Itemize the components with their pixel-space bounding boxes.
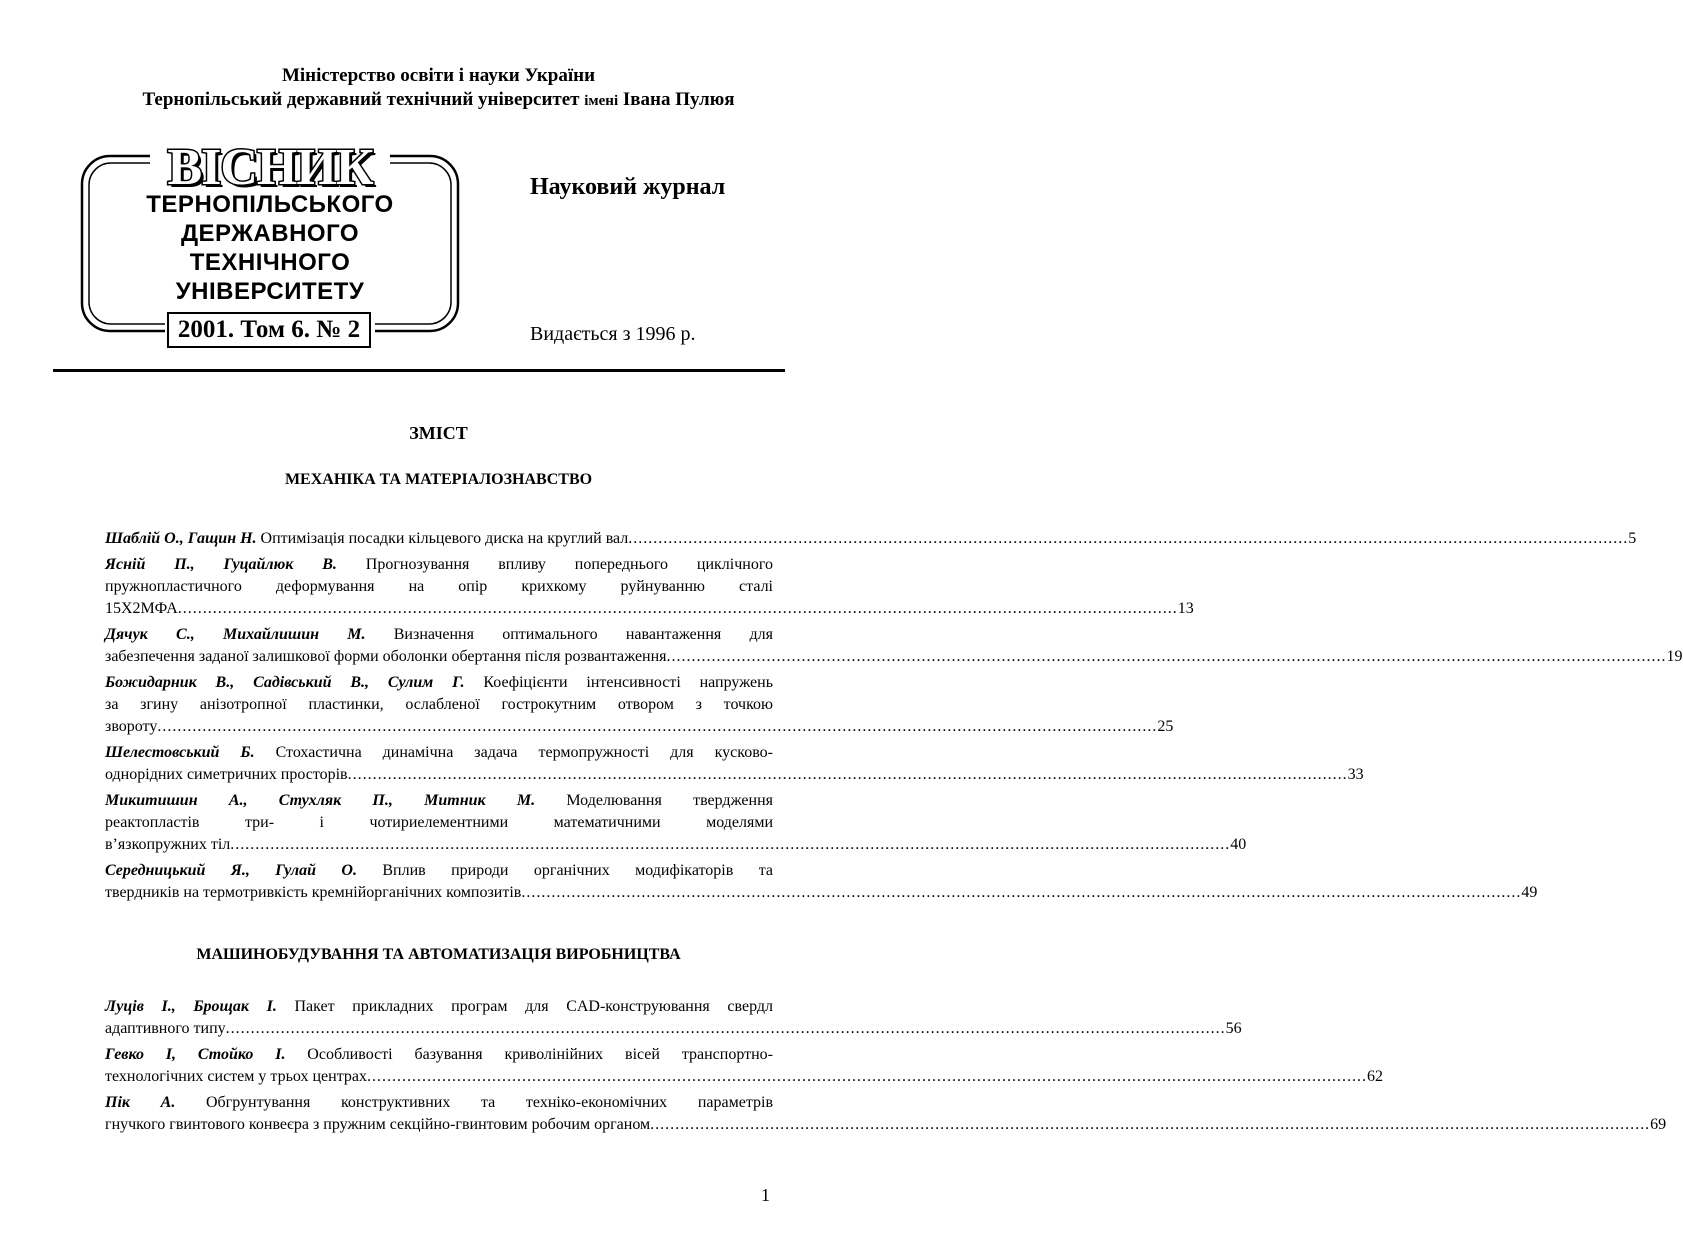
page-number: 1 bbox=[761, 1185, 770, 1205]
toc-entry-last-line bbox=[105, 716, 1174, 738]
toc-entry-title-part: Стохастична динамічна задача термопружності для кусково- bbox=[254, 744, 773, 761]
toc-entry-leader: ........................................................................................................................................................................................................ bbox=[230, 836, 1231, 853]
toc-entry-title-end: 15Х2МФА bbox=[105, 600, 178, 617]
toc-entry-title-part: Визначення оптимального навантаження для bbox=[365, 626, 774, 643]
toc-entry-last-line bbox=[105, 1066, 1383, 1088]
toc-entry-authors: Божидарник В., Садівський В., Сулим Г. bbox=[105, 674, 465, 691]
toc-entry-authors: Ясній П., Гуцайлюк В. bbox=[105, 556, 337, 573]
toc-entry-title-end bbox=[105, 528, 628, 550]
section-heading-engineering: МАШИНОБУДУВАННЯ ТА АВТОМАТИЗАЦІЯ ВИРОБНИЦТВА bbox=[196, 946, 681, 963]
toc-entry-line bbox=[105, 860, 773, 882]
toc-entry-title-end: технологічних систем у трьох центрах bbox=[105, 1068, 367, 1085]
contents-heading: ЗМІСТ bbox=[409, 423, 468, 443]
toc-entry-line bbox=[105, 672, 773, 694]
toc-entry-leader: ........................................................................................................................................................................................................ bbox=[177, 600, 1178, 617]
toc-entry-line bbox=[105, 790, 773, 812]
toc-entry-last-line bbox=[105, 528, 1637, 550]
toc-entry-authors: Дячук С., Михайлишин М. bbox=[105, 626, 366, 643]
toc-entry-authors: Луців І., Брощак І. bbox=[105, 998, 277, 1015]
toc-entry-leader: ........................................................................................................................................................................................................ bbox=[521, 884, 1522, 901]
toc-entry-title-part: Прогнозування впливу попереднього циклічного bbox=[336, 556, 773, 573]
toc-entry-page: 13 bbox=[1177, 600, 1194, 617]
toc-entry-title-part: за згину анізотропної пластинки, ослабленої гострокутним отвором з точкою bbox=[105, 696, 773, 713]
header bbox=[0, 64, 877, 113]
toc-entry-title-part: Обгрунтування конструктивних та техніко-економічних параметрів bbox=[175, 1094, 773, 1111]
toc-entry-authors: Шелестовський Б. bbox=[105, 744, 255, 761]
logo-title: ВІСНИК bbox=[167, 139, 373, 196]
toc-entry-authors: Микитишин А., Стухляк П., Митник М. bbox=[105, 792, 536, 809]
toc-entry-title-part: пружнопластичного деформування на опір крихкому руйнуванню сталі bbox=[105, 578, 773, 595]
toc-entry-authors: Середницький Я., Гулай О. bbox=[105, 862, 357, 879]
toc-entry-line bbox=[105, 694, 773, 716]
university-name-end: Івана Пулюя bbox=[618, 89, 735, 110]
toc-entry bbox=[105, 624, 1683, 668]
toc-entry-page: 33 bbox=[1347, 766, 1364, 783]
university-name bbox=[0, 88, 877, 113]
toc-entry-line bbox=[105, 742, 773, 764]
toc-entry bbox=[105, 1044, 1383, 1088]
logo-line-1: ТЕРНОПІЛЬСЬКОГО bbox=[146, 191, 394, 218]
toc-entry-page: 49 bbox=[1521, 884, 1538, 901]
toc-entry-line bbox=[105, 996, 773, 1018]
toc-entry-authors: Шаблій О., Гащин Н. bbox=[105, 530, 257, 547]
toc-entry-line bbox=[105, 554, 773, 576]
toc-entry-title-end: гнучкого гвинтового конвеєра з пружним секційно-гвинтовим робочим органом bbox=[105, 1116, 651, 1133]
toc-entry bbox=[105, 996, 1242, 1040]
toc-entry-page: 69 bbox=[1650, 1116, 1667, 1133]
toc-entry bbox=[105, 742, 1364, 786]
toc-entry bbox=[105, 528, 1637, 550]
toc-entry-leader: ........................................................................................................................................................................................................ bbox=[225, 1020, 1226, 1037]
toc-entry-leader: ........................................................................................................................................................................................................ bbox=[666, 648, 1667, 665]
issue-label: 2001. Том 6. № 2 bbox=[167, 312, 371, 348]
header-divider bbox=[53, 369, 785, 372]
toc-entry-page: 40 bbox=[1230, 836, 1247, 853]
toc-entry-line bbox=[105, 576, 773, 598]
toc-entry-leader: ........................................................................................................................................................................................................ bbox=[366, 1068, 1367, 1085]
toc-entry-leader: ........................................................................................................................................................................................................ bbox=[650, 1116, 1651, 1133]
section-heading-mechanics: МЕХАНІКА ТА МАТЕРІАЛОЗНАВСТВО bbox=[284, 471, 593, 488]
toc-entry-last-line bbox=[105, 646, 1683, 668]
toc-entry-last-line bbox=[105, 1018, 1242, 1040]
toc-entry-line bbox=[105, 624, 773, 646]
toc-entry-page: 25 bbox=[1157, 718, 1174, 735]
toc-entry-page: 56 bbox=[1225, 1020, 1242, 1037]
toc-section-engineering bbox=[105, 996, 1667, 1136]
toc-entry-title-end: твердників на термотривкість кремнійорганічних композитів bbox=[105, 884, 522, 901]
toc-entry-title: Оптимізація посадки кільцевого диска на круглий вал bbox=[256, 530, 629, 547]
university-name-small: імені bbox=[584, 93, 619, 109]
journal-type: Науковий журнал bbox=[530, 174, 726, 200]
toc-entry-title-part: Коефіцієнти інтенсивності напружень bbox=[464, 674, 774, 691]
toc-entry-line bbox=[105, 1092, 773, 1114]
toc-entry-title-end: звороту bbox=[105, 718, 158, 735]
toc-entry bbox=[105, 672, 1174, 738]
logo-line-3: ТЕХНІЧНОГО bbox=[189, 249, 351, 276]
toc-entry-title-end: забезпечення заданої залишкової форми оболонки обертання після розвантаження bbox=[105, 648, 667, 665]
toc-entry-leader: ........................................................................................................................................................................................................ bbox=[628, 530, 1629, 547]
toc-entry-title-part: Моделювання твердження bbox=[535, 792, 774, 809]
toc-entry-title-part: реактопластів три- і чотириелементними математичними моделями bbox=[105, 814, 773, 831]
toc-entry-last-line bbox=[105, 882, 1538, 904]
toc-entry-authors: Гевко І, Стойко І. bbox=[105, 1046, 286, 1063]
toc-entry bbox=[105, 554, 1194, 620]
published-since: Видається з 1996 р. bbox=[530, 323, 696, 345]
toc-entry bbox=[105, 1092, 1667, 1136]
toc-entry-page: 19 bbox=[1666, 648, 1683, 665]
logo-line-4: УНІВЕРСИТЕТУ bbox=[175, 278, 365, 305]
toc-entry-title-end: адаптивного типу bbox=[105, 1020, 226, 1037]
toc-entry-title-part: Пакет прикладних програм для CAD-конструювання свердл bbox=[276, 998, 773, 1015]
toc-entry-line bbox=[105, 1044, 773, 1066]
toc-entry bbox=[105, 790, 1247, 856]
toc-entry-title-part: Особливості базування криволінійних вісей транспортно- bbox=[285, 1046, 773, 1063]
toc-entry-title-end: однорідних симетричних просторів bbox=[105, 766, 348, 783]
toc-entry-leader: ........................................................................................................................................................................................................ bbox=[347, 766, 1348, 783]
toc-entry-page: 5 bbox=[1628, 530, 1637, 547]
toc-entry-leader: ........................................................................................................................................................................................................ bbox=[157, 718, 1158, 735]
toc-entry-line bbox=[105, 812, 773, 834]
toc-entry-last-line bbox=[105, 764, 1364, 786]
ministry-name: Міністерство освіти і науки України bbox=[281, 65, 596, 86]
toc-entry bbox=[105, 860, 1538, 904]
toc-section-mechanics bbox=[105, 528, 1683, 904]
toc-entry-page: 62 bbox=[1366, 1068, 1383, 1085]
toc-entry-title-end: в’язкопружних тіл bbox=[105, 836, 231, 853]
toc-entry-last-line bbox=[105, 598, 1194, 620]
logo-subtitle bbox=[80, 190, 460, 306]
toc-entry-authors: Пік А. bbox=[105, 1094, 176, 1111]
logo-line-2: ДЕРЖАВНОГО bbox=[180, 220, 360, 247]
university-name-main: Тернопільський державний технічний університет bbox=[142, 89, 585, 110]
toc-entry-title-part: Вплив природи органічних модифікаторів та bbox=[356, 862, 773, 879]
toc-entry-last-line bbox=[105, 1114, 1667, 1136]
toc-entry-last-line bbox=[105, 834, 1247, 856]
